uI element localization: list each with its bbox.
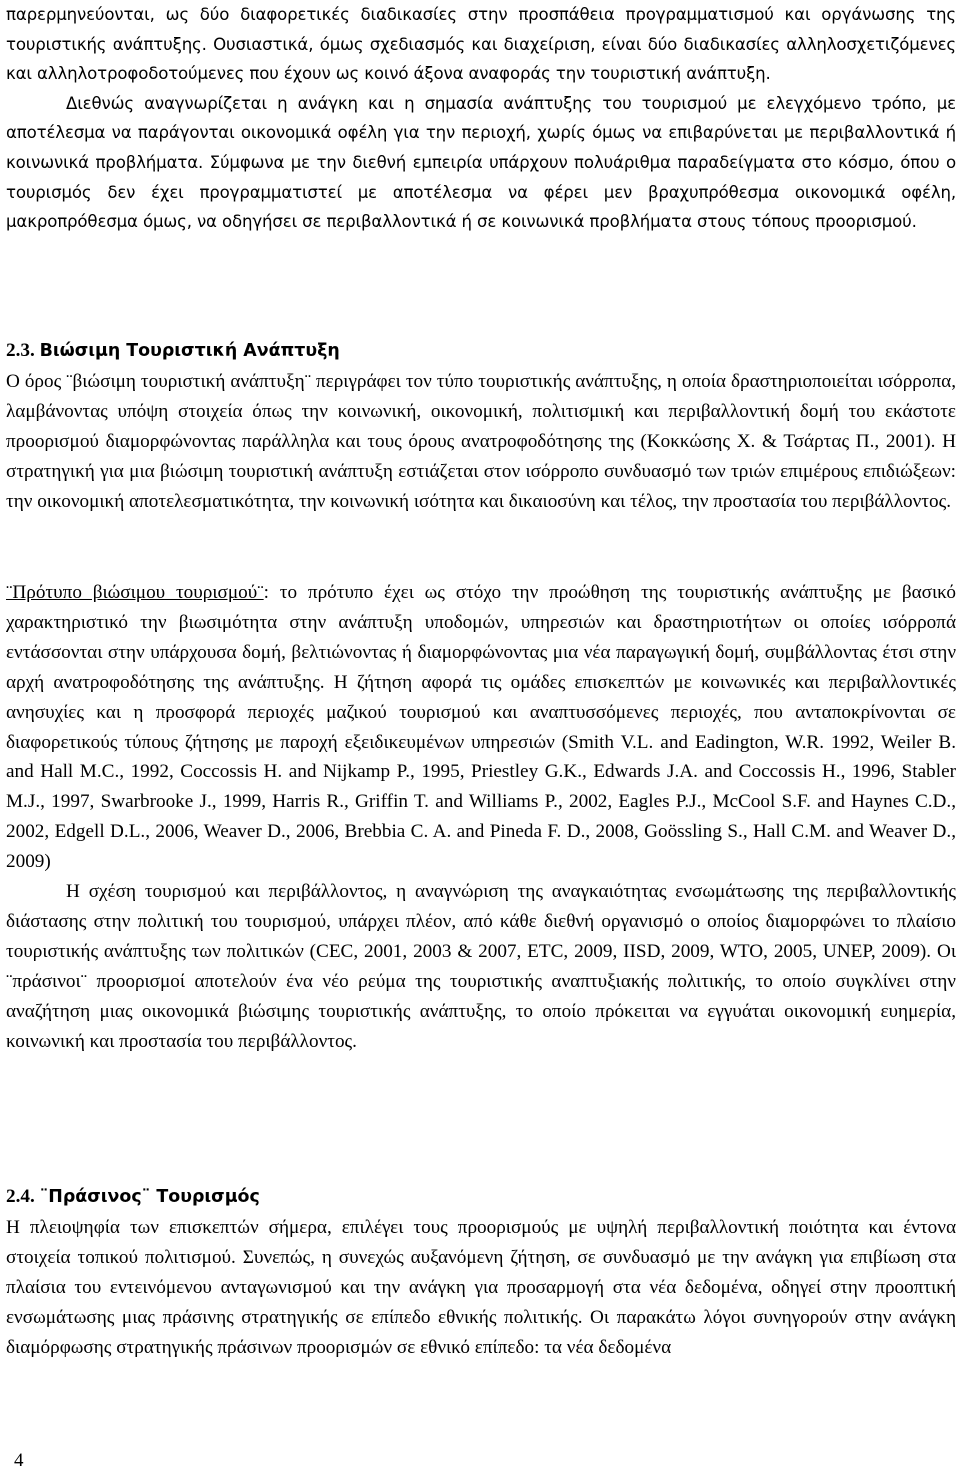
- page-number: 4: [14, 1450, 24, 1471]
- section-title: Βιώσιμη Τουριστική Ανάπτυξη: [39, 341, 340, 361]
- section-number: 2.4.: [6, 1186, 35, 1207]
- section-number: 2.3.: [6, 340, 35, 361]
- environment-paragraph: Η σχέση τουρισμού και περιβάλλοντος, η αναγνώριση της αναγκαιότητας ενσωμάτωσης της περιβαλλοντικής διάστασης στην πολιτική του τουρισμού, υπάρχει πλέον, από κάθε διεθνή οργανισμό ο οποίος διαμορφώνει το πλαίσιο τουριστικής ανάπτυξης των πολιτικών (CEC, 2001, 2003 & 2007, ETC, 2009, IISD, 2009, WTO, 2005, UNEP, 2009). Οι ¨πράσινοι¨ προορισμοί αποτελούν ένα νέο ρεύμα της τουριστικής αναπτυξιακής πολιτικής, το οποίο συγκλίνει στην αναζήτηση μιας οικονομικά βιώσιμης τουριστικής ανάπτυξης, το οποίο πρόκειται να εγγυάται οικονομική ευημερία, κοινωνική και προστασία του περιβάλλοντος.: [6, 881, 956, 1052]
- section-heading-2-4: [6, 1182, 956, 1213]
- model-paragraph: [6, 578, 956, 877]
- section-2-4: [6, 1182, 956, 1362]
- intro-block: [6, 0, 956, 237]
- green-tourism-paragraph: Η πλειοψηφία των επισκεπτών σήμερα, επιλέγει τους προορισμούς με υψηλή περιβαλλοντική ποιότητα και έντονα στοιχεία τοπικού πολιτισμού. Συνεπώς, η συνεχώς αυξανόμενη ζήτηση, σε συνδυασμό με την ανάγκη για επιβίωση στα πλαίσια του εντεινόμενου ανταγωνισμού και την ανάγκη για προσαρμογή στα νέα δεδομένα, οδηγεί στην προοπτική ενσωμάτωσης μιας πράσινης στρατηγικής σε επίπεδο εθνικής πολιτικής. Οι παρακάτω λόγοι συνηγορούν στην ανάγκη διαμόρφωσης στρατηγικής πράσινων προορισμών σε εθνικό επίπεδο: τα νέα δεδομένα: [6, 1216, 956, 1358]
- international-paragraph: Διεθνώς αναγνωρίζεται η ανάγκη και η σημασία ανάπτυξης του τουρισμού με ελεγχόμενο τρόπο, με αποτέλεσμα να παράγονται οικονομικά οφέλη για την περιοχή, χωρίς όμως να επιβαρύνεται με περιβαλλοντικά ή κοινωνικά προβλήματα. Σύμφωνα με την διεθνή εμπειρία υπάρχουν πολυάριθμα παραδείγματα στο κόσμο, όπου ο τουρισμός δεν έχει προγραμματιστεί με αποτέλεσμα να φέρει μεν βραχυπρόθεσμα οικονομικά οφέλη, μακροπρόθεσμα όμως, να οδηγήσει σε περιβαλλοντικά ή σε κοινωνικά προβλήματα στους τόπους προορισμού.: [6, 93, 956, 232]
- intro-paragraph: παρερμηνεύονται, ως δύο διαφορετικές διαδικασίες στην προσπάθεια προγραμματισμού και οργάνωσης της τουριστικής ανάπτυξης. Ουσιαστικά, όμως σχεδιασμός και διαχείριση, είναι δύο διαδικασίες αλληλοσχετιζόμενες και αλληλοτροφοδοτούμενες που έχουν ως κοινό άξονα αναφοράς την τουριστική ανάπτυξη.: [6, 5, 956, 84]
- model-block: [6, 578, 956, 1057]
- section-heading-2-3: [6, 336, 956, 367]
- model-text: : το πρότυπο έχει ως στόχο την προώθηση της τουριστικής ανάπτυξης με βασικό χαρακτηριστικό την βιωσιμότητα στην ανάπτυξη υποδομών, υπηρεσιών και δραστηριοτήτων οι οποίες ισόρροπά εντάσσονται στην υπάρχουσα δομή, βελτιώνοντας ή διαμορφώνοντας μια νέα παραγωγική δομή, συμβάλλοντας έτσι στην αρχή ανατροφοδότησης της ανάπτυξης. Η ζήτηση αφορά τις ομάδες επισκεπτών με κοινωνικές και περιβαλλοντικές ανησυχίες και η προσφορά περιοχές μαζικού τουρισμού και αναπτυσσόμενες περιοχές, που ανταποκρίνονται σε διαφορετικούς τύπους ζήτησης με παροχή εξειδικευμένων υπηρεσιών (Smith V.L. and Eadington, W.R. 1992, Weiler B. and Hall M.C., 1992, Coccossis H. and Nijkamp P., 1995, Priestley G.K., Edwards J.A. and Coccossis H., 1996, Stabler M.J., 1997, Swarbrooke J., 1999, Harris R., Griffin T. and Williams P., 2002, Eagles P.J., McCool S.F. and Haynes C.D., 2002, Edgell D.L., 2006, Weaver D., 2006, Brebbia C. A. and Pineda F. D., 2008, Goössling S., Hall C.M. and Weaver D., 2009): [6, 582, 956, 873]
- section-title: ¨Πράσινος¨ Τουρισμός: [39, 1187, 260, 1207]
- section-2-3: [6, 336, 956, 516]
- model-label: ¨Πρότυπο βιώσιμου τουρισμού¨: [6, 582, 264, 603]
- sustainable-paragraph: Ο όρος ¨βιώσιμη τουριστική ανάπτυξη¨ περιγράφει τον τύπο τουριστικής ανάπτυξης, η οποία δραστηριοποιείται ισόρροπα, λαμβάνοντας υπόψη στοιχεία όπως την κοινωνική, οικονομική, πολιτισμική και περιβαλλοντική δομή του εκάστοτε προορισμού διαμορφώνοντας παράλληλα και τους όρους ανατροφοδότησης της (Κοκκώσης Χ. & Τσάρτας Π., 2001). Η στρατηγική για μια βιώσιμη τουριστική ανάπτυξη εστιάζεται στον ισόρροπο συνδυασμό των τριών επιμέρους επιδιώξεων: την οικονομική αποτελεσματικότητα, την κοινωνική ισότητα και δικαιοσύνη και τέλος, την προστασία του περιβάλλοντος.: [6, 370, 956, 512]
